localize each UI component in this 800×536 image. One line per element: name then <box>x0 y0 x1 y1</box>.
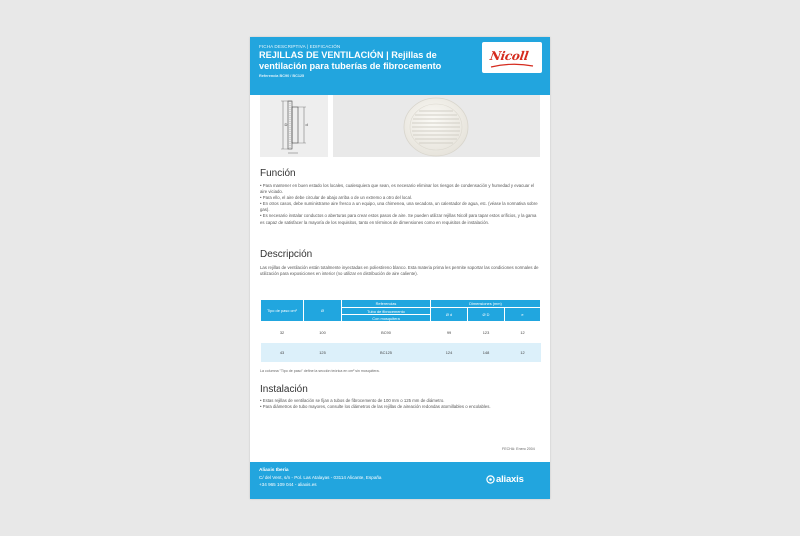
footer-contact: +34 965 109 044 - aliaxis.es <box>259 482 317 487</box>
instalacion-bullet: • Para diámetros de tubo mayores, consulte los diámetros de las rejillas de aireación redondas atornillables o encolables. <box>260 404 491 410</box>
document-date: FECHA: Enero 2004 <box>502 447 535 451</box>
instalacion-bullet: • Estas rejillas de ventilación se fijan a tubos de fibrocemento de 100 mm o 125 mm de diámetro. <box>260 398 445 403</box>
cell-e: 12 <box>520 329 525 335</box>
footer-company: Aliaxis Iberia <box>259 468 289 473</box>
logo-swoosh-icon <box>490 63 534 68</box>
th-dimensiones: Dimensiones (mm) <box>431 300 541 308</box>
th-tubo-fibrocemento: Tubo de fibrocemento <box>342 308 431 315</box>
funcion-bullet: • Para mantener en buen estado los locales, cualesquiera que sean, es necesario eliminar los riesgos de condensación y humedad y evacuar el aire viciado. <box>260 183 535 195</box>
th-diametro: Ø <box>304 300 342 322</box>
cell-referencia: BC90 <box>381 329 391 335</box>
dimension-label-outer: D <box>284 122 288 127</box>
cell-D: 148 <box>468 343 505 362</box>
cell-d: 124 <box>431 343 468 362</box>
cell-D: 123 <box>482 329 490 335</box>
instalacion-text <box>260 398 542 410</box>
section-heading-descripcion: Descripción <box>260 249 313 260</box>
th-con-mosquitera: Con mosquitera <box>342 315 431 322</box>
cell-paso: 43 <box>261 343 304 362</box>
cell-paso: 32 <box>279 329 285 335</box>
section-heading-instalacion: Instalación <box>260 384 308 395</box>
document-kicker: FICHA DESCRIPTIVA | EDIFICACIÓN <box>259 44 341 49</box>
aliaxis-logo-icon <box>486 475 495 484</box>
nicoll-logo <box>482 42 542 73</box>
th-diam-D: Ø D <box>468 308 505 322</box>
nicoll-logo-text: Nicoll <box>489 49 530 63</box>
th-espesor: e <box>505 308 541 322</box>
technical-drawing <box>260 95 328 157</box>
product-references: Referencia BC90 / BC125 <box>259 74 305 78</box>
cell-referencia: BC125 <box>342 343 431 362</box>
product-photo <box>333 95 540 157</box>
cell-d: 99 <box>446 329 452 335</box>
table-row <box>261 343 541 362</box>
data-sheet-page <box>250 37 550 499</box>
funcion-text <box>260 183 542 226</box>
th-referencias: Referencias <box>342 300 431 308</box>
round-grille-photo <box>333 95 540 157</box>
footer-banner <box>250 462 550 499</box>
cell-diametro: 125 <box>304 343 342 362</box>
grille-section-drawing <box>260 95 328 157</box>
funcion-bullet: • Para ello, el aire debe circular de abajo arriba o de un extremo a otro del local. <box>260 195 412 201</box>
cell-diametro: 100 <box>319 329 326 335</box>
dimensions-table <box>260 299 541 362</box>
aliaxis-logo-text: aliaxis <box>496 474 524 485</box>
section-heading-funcion: Función <box>260 168 296 179</box>
th-diam-d: Ø d <box>431 308 468 322</box>
footer-address: C/ del Vent, s/n - Pol. Las Atalayas - 03114 Alicante, España <box>259 475 382 480</box>
descripcion-text: Las rejillas de ventilación están totalmente inyectadas en poliestireno blanco. Esta materia prima les permite soportar las condiciones normales de utilización para exposiciones en interior (no utilizar en distribución de aire caliente). <box>260 265 539 277</box>
funcion-bullet: • En otros casos, debe suministrarse aire fresco a un equipo, una chimenea, una secadora, un calentador de agua, etc. (véase la normativa sobre gas). <box>260 201 538 213</box>
dimension-label-inner: d <box>305 122 308 127</box>
table-row <box>261 322 541 343</box>
th-tipo-paso: Tipo de paso cm² <box>261 300 304 322</box>
table-caption: La columna "Tipo de paso" define la sección teórica en cm² sin mosquitera. <box>260 369 380 373</box>
cell-e: 12 <box>505 343 541 362</box>
document-title: REJILLAS DE VENTILACIÓN | Rejillas de ventilación para tuberías de fibrocemento <box>259 50 442 71</box>
header-banner <box>250 37 550 95</box>
funcion-bullet: • Es necesario instalar conductos o aberturas para crear estos pasos de aire. Se pueden utilizar rejillas Nicoll para tapar estos orificios, y la gama es capaz de satisfacer la mayoría de los requisitos, tanto en términos de dimensiones como en requisitos de instalación. <box>260 213 537 225</box>
